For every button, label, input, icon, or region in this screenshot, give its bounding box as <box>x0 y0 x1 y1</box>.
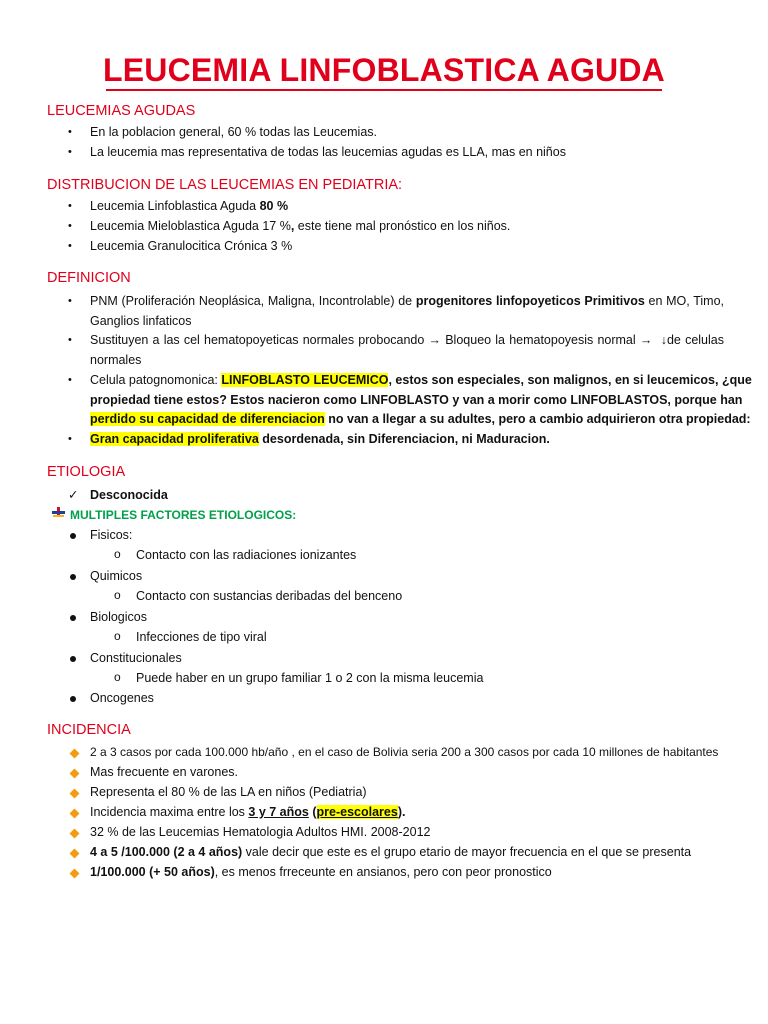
sub-bullet-icon: o <box>114 547 121 561</box>
list-item-continuation: perdido su capacidad de diferenciacion no van a llegar a su adultes, pero a cambio adquirieron otra propiedad: <box>90 412 751 426</box>
heading-leucemias-agudas: LEUCEMIAS AGUDAS <box>47 103 196 119</box>
bullet-icon <box>70 533 76 539</box>
diamond-bullet-icon <box>70 769 80 779</box>
list-item: 1/100.000 (+ 50 años), es menos frreceunte en ansianos, pero con peor pronostico <box>90 865 552 879</box>
factor-detail: Contacto con sustancias deribadas del benceno <box>136 589 403 603</box>
arrow-right-icon: → <box>639 333 653 347</box>
page-title: LEUCEMIA LINFOBLASTICA AGUDA <box>102 52 665 88</box>
bullet-icon: • <box>68 240 72 252</box>
list-item-continuation: normales <box>90 353 142 367</box>
factor-group: Constitucionales <box>90 651 182 665</box>
factor-group: Fisicos: <box>90 528 133 542</box>
heading-incidencia: INCIDENCIA <box>47 722 131 738</box>
bullet-icon: • <box>68 374 72 386</box>
list-item: 32 % de las Leucemias Hematologia Adultos HMI. 2008-2012 <box>90 825 431 839</box>
diamond-bullet-icon <box>70 869 80 879</box>
factor-detail: Infecciones de tipo viral <box>136 630 267 644</box>
heading-distribucion: DISTRIBUCION DE LAS LEUCEMIAS EN PEDIATRIA: <box>47 177 403 193</box>
diamond-bullet-icon <box>70 789 80 799</box>
diamond-bullet-icon <box>70 829 80 839</box>
bullet-icon: • <box>68 146 72 158</box>
list-item: Leucemia Mieloblastica Aguda 17 %, este tiene mal pronóstico en los niños. <box>90 219 511 233</box>
bullet-icon: • <box>68 433 72 445</box>
factor-detail: Contacto con las radiaciones ionizantes <box>136 548 357 562</box>
list-item: En la poblacion general, 60 % todas las Leucemias. <box>90 125 377 139</box>
list-item: 4 a 5 /100.000 (2 a 4 años) vale decir que este es el grupo etario de mayor frecuencia en el que se presenta <box>90 845 692 859</box>
bullet-icon: • <box>68 220 72 232</box>
title-underline <box>106 89 662 91</box>
sub-bullet-icon: o <box>114 670 121 684</box>
sub-bullet-icon: o <box>114 588 121 602</box>
bullet-icon <box>70 615 76 621</box>
diamond-bullet-icon <box>70 849 80 859</box>
sub-bullet-icon: o <box>114 629 121 643</box>
diamond-bullet-icon <box>70 809 80 819</box>
list-item: Leucemia Linfoblastica Aguda 80 % <box>90 199 289 213</box>
factor-group: Oncogenes <box>90 691 154 705</box>
list-item: PNM (Proliferación Neoplásica, Maligna, Incontrolable) de progenitores linfopoyeticos Primitivos en MO, Timo, <box>90 294 724 308</box>
list-item: Incidencia maxima entre los 3 y 7 años (pre-escolares). <box>90 805 406 819</box>
bullet-icon: • <box>68 200 72 212</box>
list-item: Desconocida <box>90 488 168 502</box>
factor-group: Biologicos <box>90 610 147 624</box>
factor-detail: Puede haber en un grupo familiar 1 o 2 con la misma leucemia <box>136 671 484 685</box>
factor-group: Quimicos <box>90 569 143 583</box>
list-item: Representa el 80 % de las LA en niños (Pediatria) <box>90 785 367 799</box>
bullet-icon <box>70 574 76 580</box>
list-item-continuation: Ganglios linfaticos <box>90 314 192 328</box>
list-item: Leucemia Granulocitica Crónica 3 % <box>90 239 293 253</box>
list-item: La leucemia mas representativa de todas las leucemias agudas es LLA, mas en niños <box>90 145 566 159</box>
multi-bullet-icon <box>50 505 68 519</box>
check-icon: ✓ <box>68 488 79 502</box>
bullet-icon: • <box>68 334 72 346</box>
arrow-down-icon: ↓ <box>660 333 667 347</box>
list-item: 2 a 3 casos por cada 100.000 hb/año , en el caso de Bolivia seria 200 a 300 casos por cada 10 millones de habitantes <box>90 745 719 759</box>
bullet-icon <box>70 656 76 662</box>
diamond-bullet-icon <box>70 749 80 759</box>
bullet-icon: • <box>68 295 72 307</box>
list-item: Sustituyen a las cel hematopoyeticas normales probocando → Bloqueo la hematopoyesis normal → ↓de celulas <box>90 333 724 347</box>
heading-etiologia: ETIOLOGIA <box>47 464 126 480</box>
arrow-right-icon: → <box>428 333 442 347</box>
heading-definicion: DEFINICION <box>47 270 131 286</box>
multi-factors-label: MULTIPLES FACTORES ETIOLOGICOS: <box>70 508 297 522</box>
bullet-icon <box>70 696 76 702</box>
list-item: Celula patognomonica: LINFOBLASTO LEUCEMICO, estos son especiales, son malignos, en si leucemicos, ¿que <box>90 373 752 387</box>
list-item: Mas frecuente en varones. <box>90 765 238 779</box>
bullet-icon: • <box>68 126 72 138</box>
list-item-continuation: propiedad tiene estos? Estos nacieron como LINFOBLASTO y van a morir como LINFOBLASTOS, porque han <box>90 393 743 407</box>
list-item: Gran capacidad proliferativa desordenada, sin Diferenciacion, ni Maduracion. <box>90 432 550 446</box>
